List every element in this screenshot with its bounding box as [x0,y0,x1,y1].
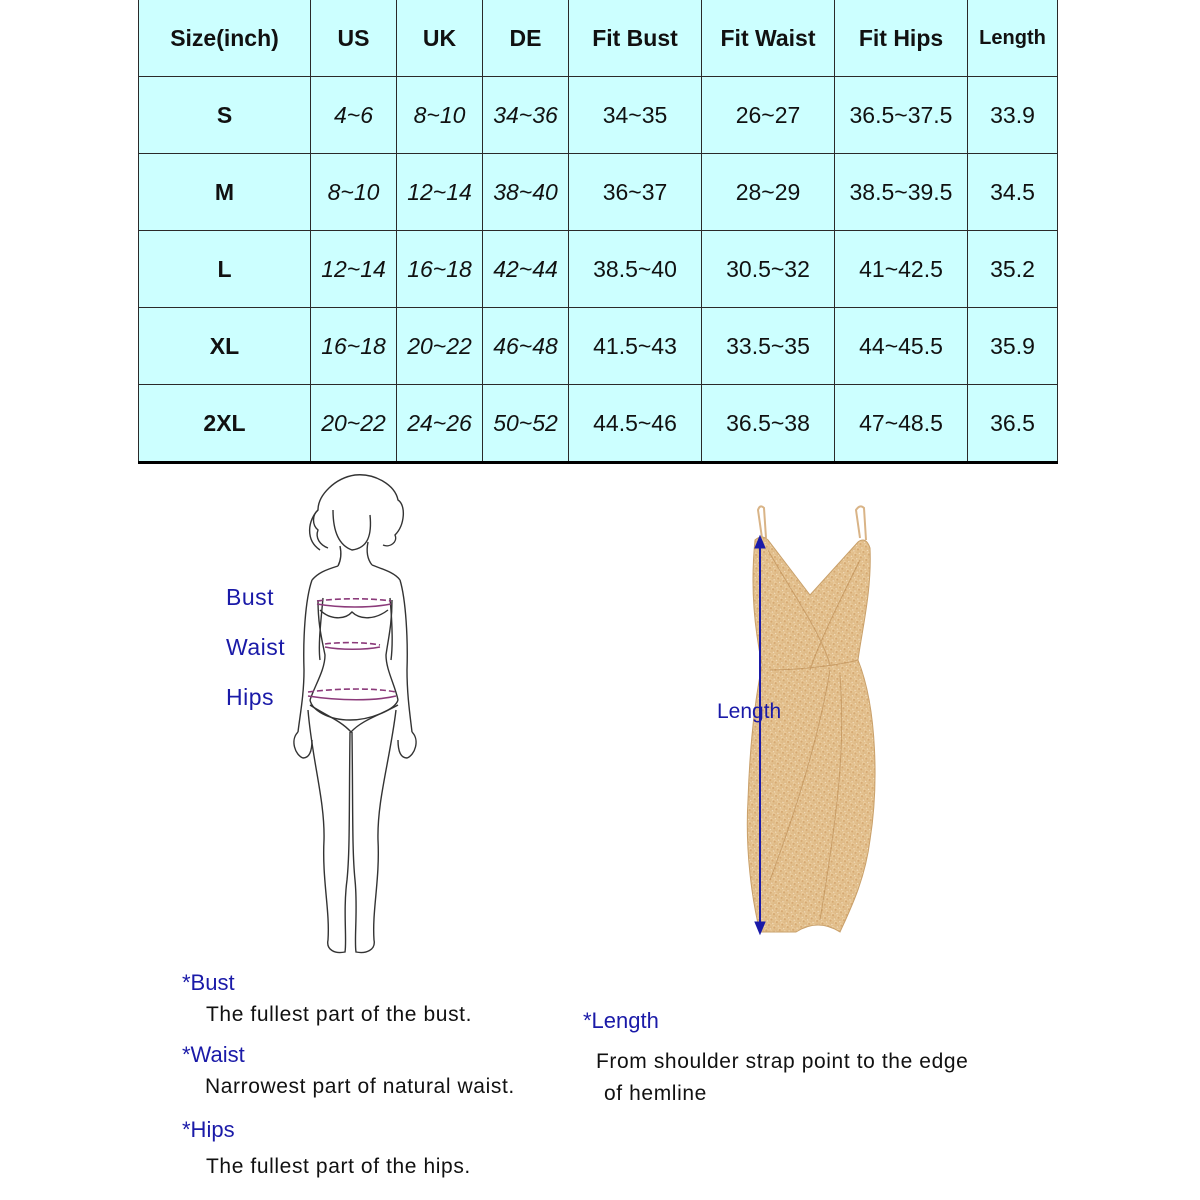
hips-cell: 36.5~37.5 [835,77,968,154]
hips-cell: 38.5~39.5 [835,154,968,231]
sequin-dress-image [700,500,900,950]
uk-cell: 24~26 [397,385,483,463]
uk-cell: 16~18 [397,231,483,308]
note-length-text-line2: of hemline [604,1082,707,1105]
hips-cell: 41~42.5 [835,231,968,308]
header-uk: UK [397,0,483,77]
length-cell: 35.2 [968,231,1058,308]
figure-label-bust: Bust [226,584,275,610]
us-cell: 8~10 [311,154,397,231]
size-cell: S [139,77,311,154]
note-waist-title: *Waist [182,1042,245,1067]
body-measurement-figure [200,470,460,970]
size-cell: L [139,231,311,308]
note-bust-text: The fullest part of the bust. [206,1003,473,1026]
size-cell: M [139,154,311,231]
uk-cell: 12~14 [397,154,483,231]
header-de: DE [483,0,569,77]
table-row [139,231,1058,308]
us-cell: 16~18 [311,308,397,385]
table-header-row [139,0,1058,77]
dress-length-label: Length [717,700,782,723]
note-waist-text: Narrowest part of natural waist. [205,1075,515,1098]
waist-cell: 36.5~38 [702,385,835,463]
de-cell: 42~44 [483,231,569,308]
waist-cell: 26~27 [702,77,835,154]
bust-cell: 41.5~43 [569,308,702,385]
header-length: Length [968,0,1058,77]
waist-cell: 30.5~32 [702,231,835,308]
waist-cell: 33.5~35 [702,308,835,385]
note-hips-text: The fullest part of the hips. [206,1155,471,1178]
size-cell: XL [139,308,311,385]
de-cell: 38~40 [483,154,569,231]
bust-cell: 36~37 [569,154,702,231]
hips-cell: 44~45.5 [835,308,968,385]
table-row [139,308,1058,385]
note-length-text-line1: From shoulder strap point to the edge [596,1050,969,1073]
note-bust-title: *Bust [182,970,235,995]
uk-cell: 8~10 [397,77,483,154]
length-cell: 33.9 [968,77,1058,154]
us-cell: 12~14 [311,231,397,308]
header-fit-waist: Fit Waist [702,0,835,77]
length-cell: 34.5 [968,154,1058,231]
de-cell: 50~52 [483,385,569,463]
header-us: US [311,0,397,77]
figure-label-waist: Waist [226,634,286,660]
table-row [139,154,1058,231]
dress-measurement-illustration [700,500,900,950]
size-chart-table [138,0,1058,464]
waist-cell: 28~29 [702,154,835,231]
note-hips-title: *Hips [182,1117,235,1142]
us-cell: 4~6 [311,77,397,154]
header-fit-hips: Fit Hips [835,0,968,77]
us-cell: 20~22 [311,385,397,463]
table-row [139,77,1058,154]
de-cell: 46~48 [483,308,569,385]
size-cell: 2XL [139,385,311,463]
body-outline-illustration [200,470,460,970]
note-length-title: *Length [583,1008,659,1033]
header-fit-bust: Fit Bust [569,0,702,77]
figure-label-hips: Hips [226,684,275,710]
uk-cell: 20~22 [397,308,483,385]
de-cell: 34~36 [483,77,569,154]
length-cell: 35.9 [968,308,1058,385]
header-size: Size(inch) [139,0,311,77]
length-cell: 36.5 [968,385,1058,463]
bust-cell: 44.5~46 [569,385,702,463]
bust-cell: 38.5~40 [569,231,702,308]
hips-cell: 47~48.5 [835,385,968,463]
bust-cell: 34~35 [569,77,702,154]
table-row [139,385,1058,463]
